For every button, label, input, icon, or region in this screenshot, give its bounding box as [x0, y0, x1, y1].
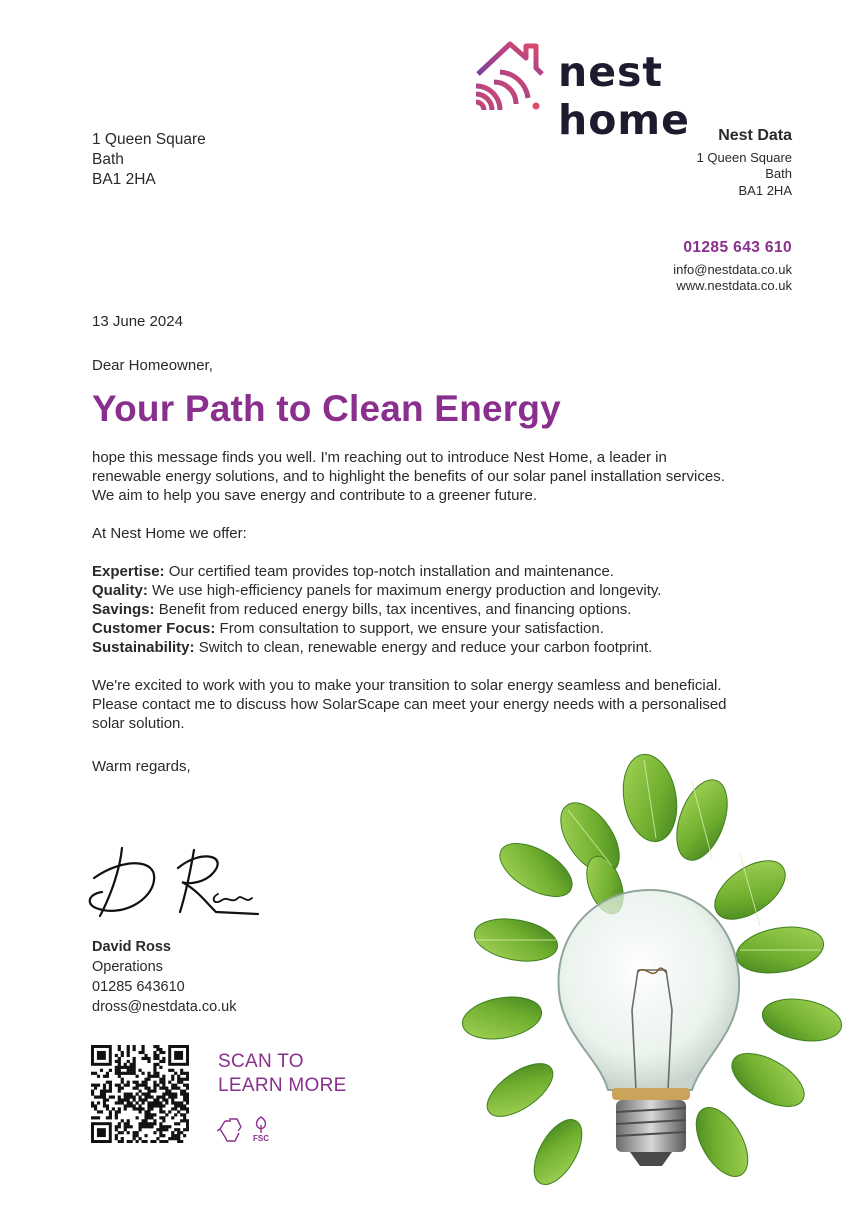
house-wifi-logo-icon — [470, 38, 550, 114]
sender-address-line: BA1 2HA — [738, 182, 792, 198]
letter-headline: Your Path to Clean Energy — [92, 388, 561, 429]
recipient-address-line: Bath — [92, 151, 124, 168]
feature-label: Savings: — [92, 601, 155, 618]
closing-paragraph: We're excited to work with you to make your transition to solar energy seamless and beneficial. Please contact me to discuss how SolarScape can meet your energy needs with a personalised solar solution. — [92, 677, 727, 732]
feature-text: Benefit from reduced energy bills, tax incentives, and financing options. — [154, 601, 632, 618]
letter-greeting: Dear Homeowner, — [92, 357, 213, 374]
recycle-icon — [217, 1119, 241, 1141]
letter-body — [92, 448, 732, 795]
leaf — [459, 991, 545, 1044]
leaf — [524, 1112, 591, 1192]
light-bulb-with-green-leaves — [440, 750, 850, 1202]
recipient-address-line: BA1 2HA — [92, 171, 156, 188]
handwritten-signature — [82, 838, 272, 928]
feature-item — [92, 600, 732, 619]
recipient-address — [92, 130, 206, 190]
scan-cta — [218, 1050, 347, 1098]
signatory-role: Operations — [92, 959, 163, 975]
scan-line: LEARN MORE — [218, 1075, 347, 1096]
qr-code-icon[interactable] — [91, 1045, 189, 1143]
leaf — [759, 993, 845, 1046]
sender-phone: 01285 643 610 — [683, 239, 792, 256]
leaf — [686, 1099, 759, 1185]
feature-label: Customer Focus: — [92, 620, 216, 637]
feature-label: Sustainability: — [92, 639, 195, 656]
intro-paragraph: hope this message finds you well. I'm reaching out to introduce Nest Home, a leader in renewable energy solutions, and to highlight the benefits of our solar panel installation services. We aim to help you save energy and contribute to a greener future. — [92, 449, 725, 504]
letter-date: 13 June 2024 — [92, 313, 183, 330]
sign-off: Warm regards, — [92, 758, 191, 775]
feature-label: Quality: — [92, 582, 148, 599]
feature-text: From consultation to support, we ensure your satisfaction. — [215, 620, 604, 637]
eco-badges — [217, 1115, 277, 1147]
leaf — [723, 1043, 812, 1118]
feature-text: We use high-efficiency panels for maximum energy production and longevity. — [147, 582, 662, 599]
sender-email: info@nestdata.co.uk — [673, 262, 792, 277]
sender-address-line: 1 Queen Square — [696, 149, 792, 165]
recipient-address-line: 1 Queen Square — [92, 131, 206, 148]
feature-item — [92, 562, 732, 581]
signatory-phone: 01285 643610 — [92, 979, 185, 995]
scan-line: SCAN TO — [218, 1051, 304, 1072]
feature-list — [92, 562, 732, 657]
sender-website: www.nestdata.co.uk — [676, 278, 792, 293]
signatory-email: dross@nestdata.co.uk — [92, 999, 237, 1015]
fsc-tree-icon — [253, 1117, 269, 1143]
fsc-label: FSC — [253, 1134, 269, 1143]
leaf — [479, 1053, 562, 1126]
sender-contact — [673, 262, 792, 294]
signatory-block — [92, 937, 237, 1017]
feature-item — [92, 619, 732, 638]
feature-item — [92, 638, 732, 657]
brand-name: nest home — [558, 48, 690, 144]
feature-item — [92, 581, 732, 600]
feature-label: Expertise: — [92, 563, 165, 580]
sender-address-line: Bath — [765, 166, 792, 181]
sender-company: Nest Data — [718, 127, 792, 144]
feature-text: Switch to clean, renewable energy and reduce your carbon footprint. — [194, 639, 653, 656]
offer-lead: At Nest Home we offer: — [92, 525, 247, 542]
sender-address — [697, 128, 792, 199]
feature-text: Our certified team provides top-notch installation and maintenance. — [164, 563, 614, 580]
signatory-name: David Ross — [92, 939, 171, 955]
